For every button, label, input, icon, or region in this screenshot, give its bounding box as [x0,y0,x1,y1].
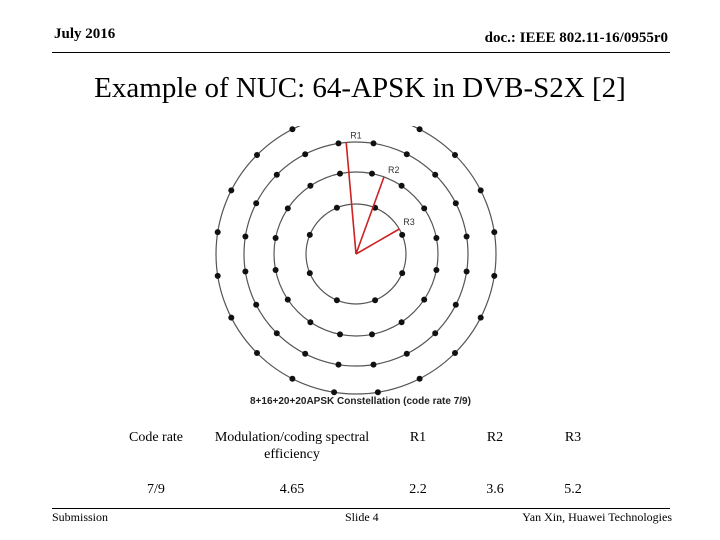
constellation-point [273,235,279,241]
constellation-point [215,229,221,235]
value-cell-code-rate: 7/9 [147,482,165,497]
constellation-point [421,205,427,211]
constellation-point [253,302,259,308]
constellation-point [404,351,410,357]
constellation-point [336,140,342,146]
constellation-point [337,171,343,177]
constellation-point [464,269,470,275]
constellation-point [289,376,295,382]
footer-divider [52,508,670,509]
value-cell-r1: 2.2 [409,482,427,497]
radius-label: R3 [403,217,415,227]
constellation-point [371,140,377,146]
constellation-point [478,187,484,193]
constellation-point [491,273,497,279]
constellation-point [375,389,381,395]
header-cell-spectral-efficiency: Modulation/coding spectral efficiency [214,430,370,462]
slide-title: Example of NUC: 64-APSK in DVB-S2X [2] [94,72,626,104]
constellation-point [421,297,427,303]
radius-vector [356,229,399,254]
constellation-point [307,319,313,325]
radius-vector [346,142,356,254]
constellation-point [371,362,377,368]
figure-caption: 8+16+20+20APSK Constellation (code rate 7/9) [250,396,471,407]
table-value-row [108,475,612,507]
constellation-point [453,200,459,206]
constellation-point [302,151,308,157]
constellation-point [254,350,260,356]
constellation-point [372,297,378,303]
constellation-point [464,234,470,240]
value-cell-r3: 5.2 [564,482,582,497]
radius-label: R1 [350,130,362,141]
constellation-point [452,152,458,158]
radius-vector [356,177,384,254]
header-date: July 2016 [54,26,116,42]
constellation-point [334,205,340,211]
constellation-point [399,270,405,276]
constellation-point [273,267,279,273]
constellation-point [337,331,343,337]
constellation-point [274,172,280,178]
header-cell-code-rate: Code rate [128,430,184,445]
header-cell-r3: R3 [564,430,582,445]
constellation-point [285,205,291,211]
constellation-diagram [186,126,526,396]
radius-label: R2 [388,164,400,175]
header-divider [52,52,670,53]
constellation-point [215,273,221,279]
constellation-point [433,235,439,241]
constellation-point [491,229,497,235]
constellation-point [331,389,337,395]
constellation-point [452,350,458,356]
constellation-point [399,183,405,189]
footer-submission: Submission [52,510,109,524]
constellation-point [228,315,234,321]
header-doc-id: doc.: IEEE 802.11-16/0955r0 [484,30,668,46]
constellation-point [274,330,280,336]
constellation-figure [186,126,526,416]
constellation-point [307,232,313,238]
constellation-point [417,126,423,132]
value-cell-spectral-efficiency: 4.65 [279,482,305,497]
constellation-point [433,267,439,273]
table-header-row [108,425,612,475]
constellation-point [478,315,484,321]
constellation-point [369,171,375,177]
constellation-point [307,183,313,189]
constellation-point [432,172,438,178]
constellation-point [334,297,340,303]
header-cell-r2: R2 [486,430,504,445]
constellation-point [432,330,438,336]
constellation-point [302,351,308,357]
value-cell-r2: 3.6 [486,482,504,497]
constellation-point [399,232,405,238]
footer-author: Yan Xin, Huawei Technologies [522,510,672,524]
constellation-point [254,152,260,158]
constellation-point [399,319,405,325]
constellation-point [242,269,248,275]
constellation-point [242,234,248,240]
constellation-point [369,331,375,337]
parameters-table [108,425,612,507]
constellation-point [453,302,459,308]
constellation-point [228,187,234,193]
constellation-point [253,200,259,206]
constellation-point [289,126,295,132]
constellation-point [307,270,313,276]
constellation-point [285,297,291,303]
footer-slide-number: Slide 4 [345,510,379,524]
constellation-point [336,362,342,368]
header-cell-r1: R1 [409,430,427,445]
constellation-point [404,151,410,157]
constellation-point [417,376,423,382]
